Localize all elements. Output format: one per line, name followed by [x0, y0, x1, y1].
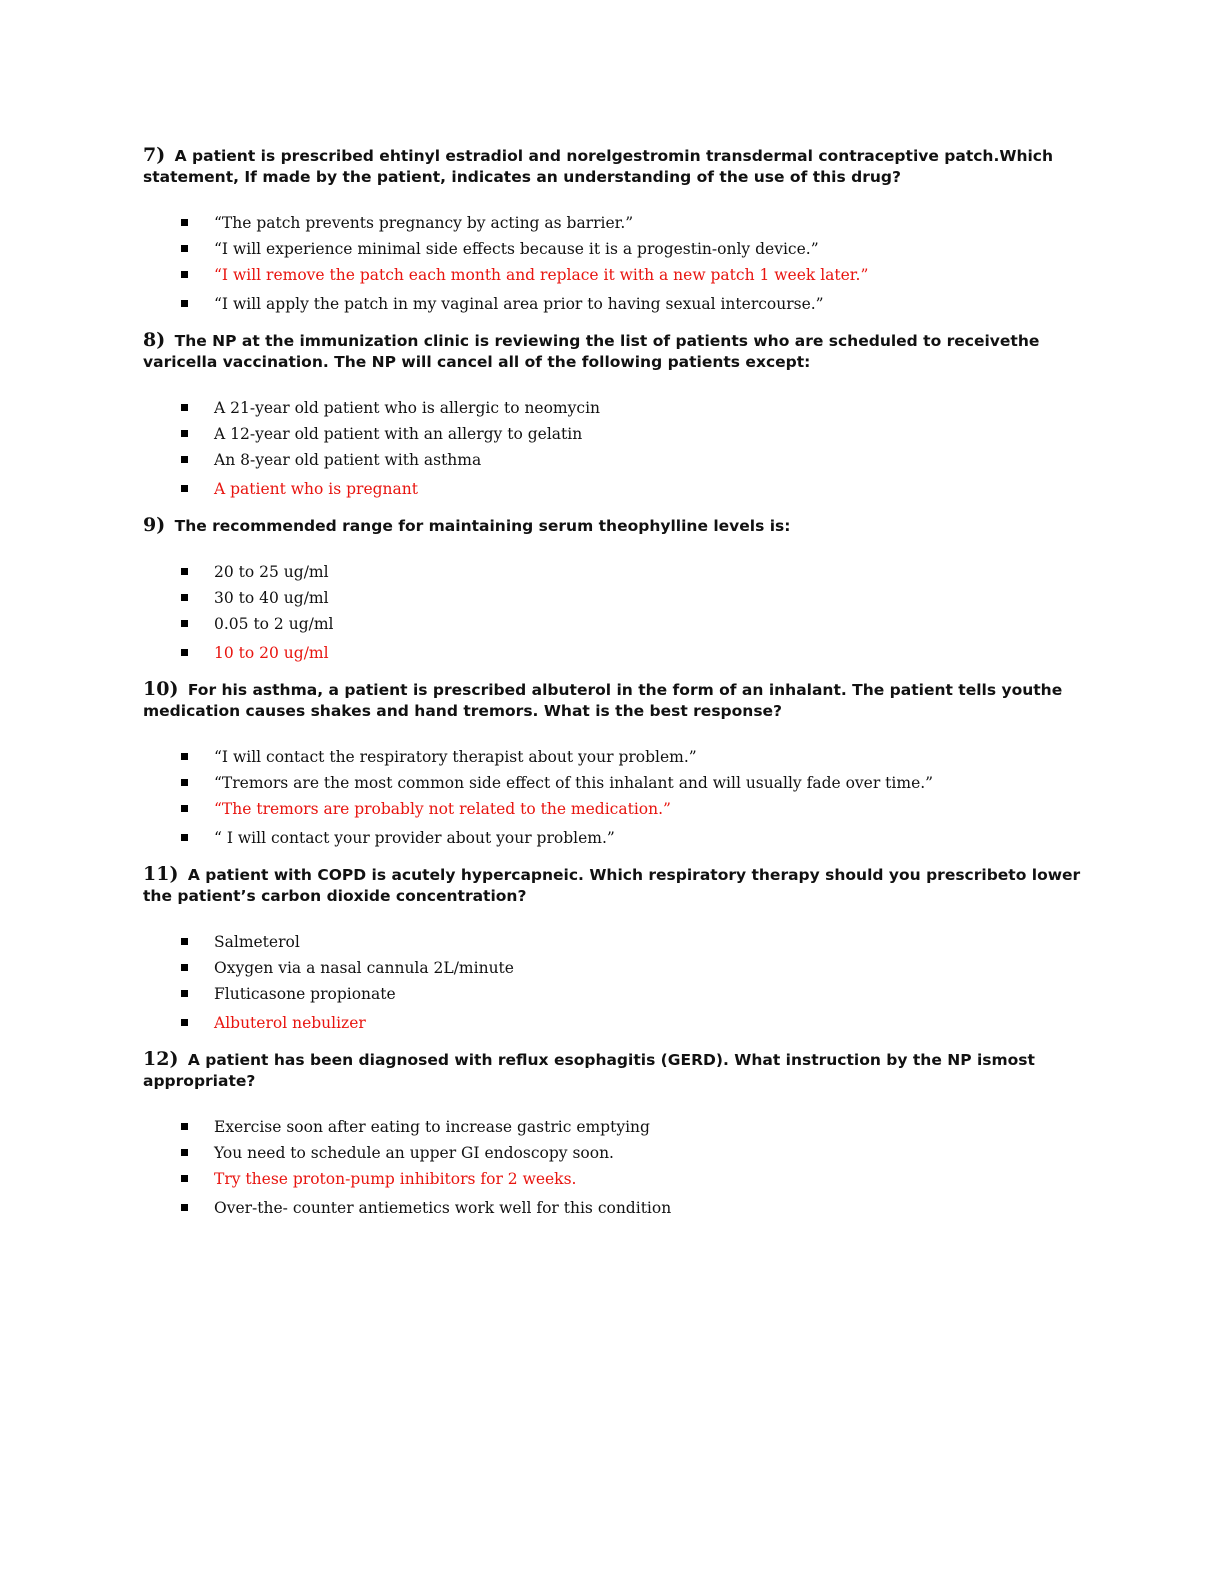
answer-option [143, 825, 1083, 851]
answer-option [143, 1195, 1083, 1221]
answer-option-text: “I will remove the patch each month and replace it with a new patch 1 week later.” [214, 266, 869, 284]
square-bullet-icon [181, 1123, 188, 1130]
answer-option [143, 559, 1083, 585]
question-12-stem [143, 1049, 1083, 1092]
answer-options [143, 744, 1083, 851]
answer-options [143, 929, 1083, 1036]
square-bullet-icon [181, 271, 188, 278]
answer-option-text: “The patch prevents pregnancy by acting as barrier.” [214, 214, 634, 232]
answer-option-correct [143, 640, 1083, 666]
answer-option-correct [143, 476, 1083, 502]
question-text: The recommended range for maintaining serum theophylline levels is: [174, 517, 791, 535]
answer-option-text: Exercise soon after eating to increase gastric emptying [214, 1118, 650, 1136]
answer-option-text: Albuterol nebulizer [214, 1014, 366, 1032]
square-bullet-icon [181, 1175, 188, 1182]
question-text: A patient with COPD is acutely hypercapneic. Which respiratory therapy should you prescribeto lower the patient’s carbon dioxide concentration? [143, 866, 1081, 905]
question-10-stem [143, 679, 1083, 722]
answer-option [143, 1114, 1083, 1140]
answer-option-text: Oxygen via a nasal cannula 2L/minute [214, 959, 514, 977]
square-bullet-icon [181, 594, 188, 601]
answer-option-text: “Tremors are the most common side effect of this inhalant and will usually fade over time.” [214, 774, 934, 792]
question-number: 12) [143, 1048, 179, 1070]
square-bullet-icon [181, 938, 188, 945]
square-bullet-icon [181, 1149, 188, 1156]
question-11 [143, 864, 1083, 1036]
question-number: 11) [143, 863, 179, 885]
square-bullet-icon [181, 834, 188, 841]
answer-option-text: A patient who is pregnant [214, 480, 418, 498]
answer-option-text: “I will experience minimal side effects because it is a progestin-only device.” [214, 240, 819, 258]
answer-option-text: 30 to 40 ug/ml [214, 589, 329, 607]
answer-option-text: Try these proton-pump inhibitors for 2 weeks. [214, 1170, 577, 1188]
answer-option-text: “I will apply the patch in my vaginal area prior to having sexual intercourse.” [214, 295, 824, 313]
square-bullet-icon [181, 964, 188, 971]
question-8-stem [143, 330, 1083, 373]
answer-options [143, 210, 1083, 317]
square-bullet-icon [181, 485, 188, 492]
answer-option [143, 585, 1083, 611]
question-10 [143, 679, 1083, 851]
square-bullet-icon [181, 779, 188, 786]
answer-option-correct [143, 1010, 1083, 1036]
answer-option-correct [143, 1166, 1083, 1192]
answer-option [143, 447, 1083, 473]
answer-option-text: “ I will contact your provider about your problem.” [214, 829, 615, 847]
answer-option [143, 236, 1083, 262]
answer-option-text: “The tremors are probably not related to the medication.” [214, 800, 671, 818]
square-bullet-icon [181, 245, 188, 252]
answer-option-text: Over-the- counter antiemetics work well for this condition [214, 1199, 672, 1217]
answer-option [143, 291, 1083, 317]
question-9-stem [143, 515, 1083, 537]
answer-option-text: Fluticasone propionate [214, 985, 396, 1003]
square-bullet-icon [181, 456, 188, 463]
answer-option-text: 10 to 20 ug/ml [214, 644, 329, 662]
square-bullet-icon [181, 620, 188, 627]
question-7 [143, 145, 1083, 317]
question-12 [143, 1049, 1083, 1221]
answer-option [143, 421, 1083, 447]
answer-option-correct [143, 262, 1083, 288]
answer-option-text: A 21-year old patient who is allergic to neomycin [214, 399, 601, 417]
answer-option-text: “I will contact the respiratory therapist about your problem.” [214, 748, 697, 766]
square-bullet-icon [181, 753, 188, 760]
square-bullet-icon [181, 1019, 188, 1026]
square-bullet-icon [181, 404, 188, 411]
answer-option [143, 611, 1083, 637]
square-bullet-icon [181, 1204, 188, 1211]
question-text: For his asthma, a patient is prescribed albuterol in the form of an inhalant. The patient tells youthe medication causes shakes and hand tremors. What is the best response? [143, 681, 1063, 720]
question-text: A patient is prescribed ehtinyl estradiol and norelgestromin transdermal contraceptive patch.Which statement, If made by the patient, indicates an understanding of the use of this drug? [143, 147, 1054, 186]
question-number: 7) [143, 144, 166, 166]
answer-option [143, 770, 1083, 796]
answer-option [143, 1140, 1083, 1166]
answer-option-correct [143, 796, 1083, 822]
answer-option [143, 981, 1083, 1007]
question-number: 9) [143, 514, 166, 536]
answer-option-text: You need to schedule an upper GI endoscopy soon. [214, 1144, 614, 1162]
square-bullet-icon [181, 568, 188, 575]
answer-option [143, 955, 1083, 981]
square-bullet-icon [181, 430, 188, 437]
answer-option [143, 929, 1083, 955]
answer-option [143, 210, 1083, 236]
square-bullet-icon [181, 649, 188, 656]
answer-option-text: 20 to 25 ug/ml [214, 563, 329, 581]
question-text: A patient has been diagnosed with reflux esophagitis (GERD). What instruction by the NP ismost appropriate? [143, 1051, 1035, 1090]
answer-options [143, 395, 1083, 502]
question-8 [143, 330, 1083, 502]
question-9 [143, 515, 1083, 666]
answer-option-text: A 12-year old patient with an allergy to gelatin [214, 425, 583, 443]
question-text: The NP at the immunization clinic is reviewing the list of patients who are scheduled to receivethe varicella vaccination. The NP will cancel all of the following patients except: [143, 332, 1040, 371]
answer-options [143, 1114, 1083, 1221]
answer-option-text: Salmeterol [214, 933, 300, 951]
square-bullet-icon [181, 805, 188, 812]
answer-option [143, 395, 1083, 421]
square-bullet-icon [181, 990, 188, 997]
answer-option-text: 0.05 to 2 ug/ml [214, 615, 334, 633]
question-number: 10) [143, 678, 179, 700]
question-11-stem [143, 864, 1083, 907]
square-bullet-icon [181, 219, 188, 226]
answer-options [143, 559, 1083, 666]
answer-option-text: An 8-year old patient with asthma [214, 451, 482, 469]
square-bullet-icon [181, 300, 188, 307]
question-number: 8) [143, 329, 166, 351]
question-7-stem [143, 145, 1083, 188]
answer-option [143, 744, 1083, 770]
